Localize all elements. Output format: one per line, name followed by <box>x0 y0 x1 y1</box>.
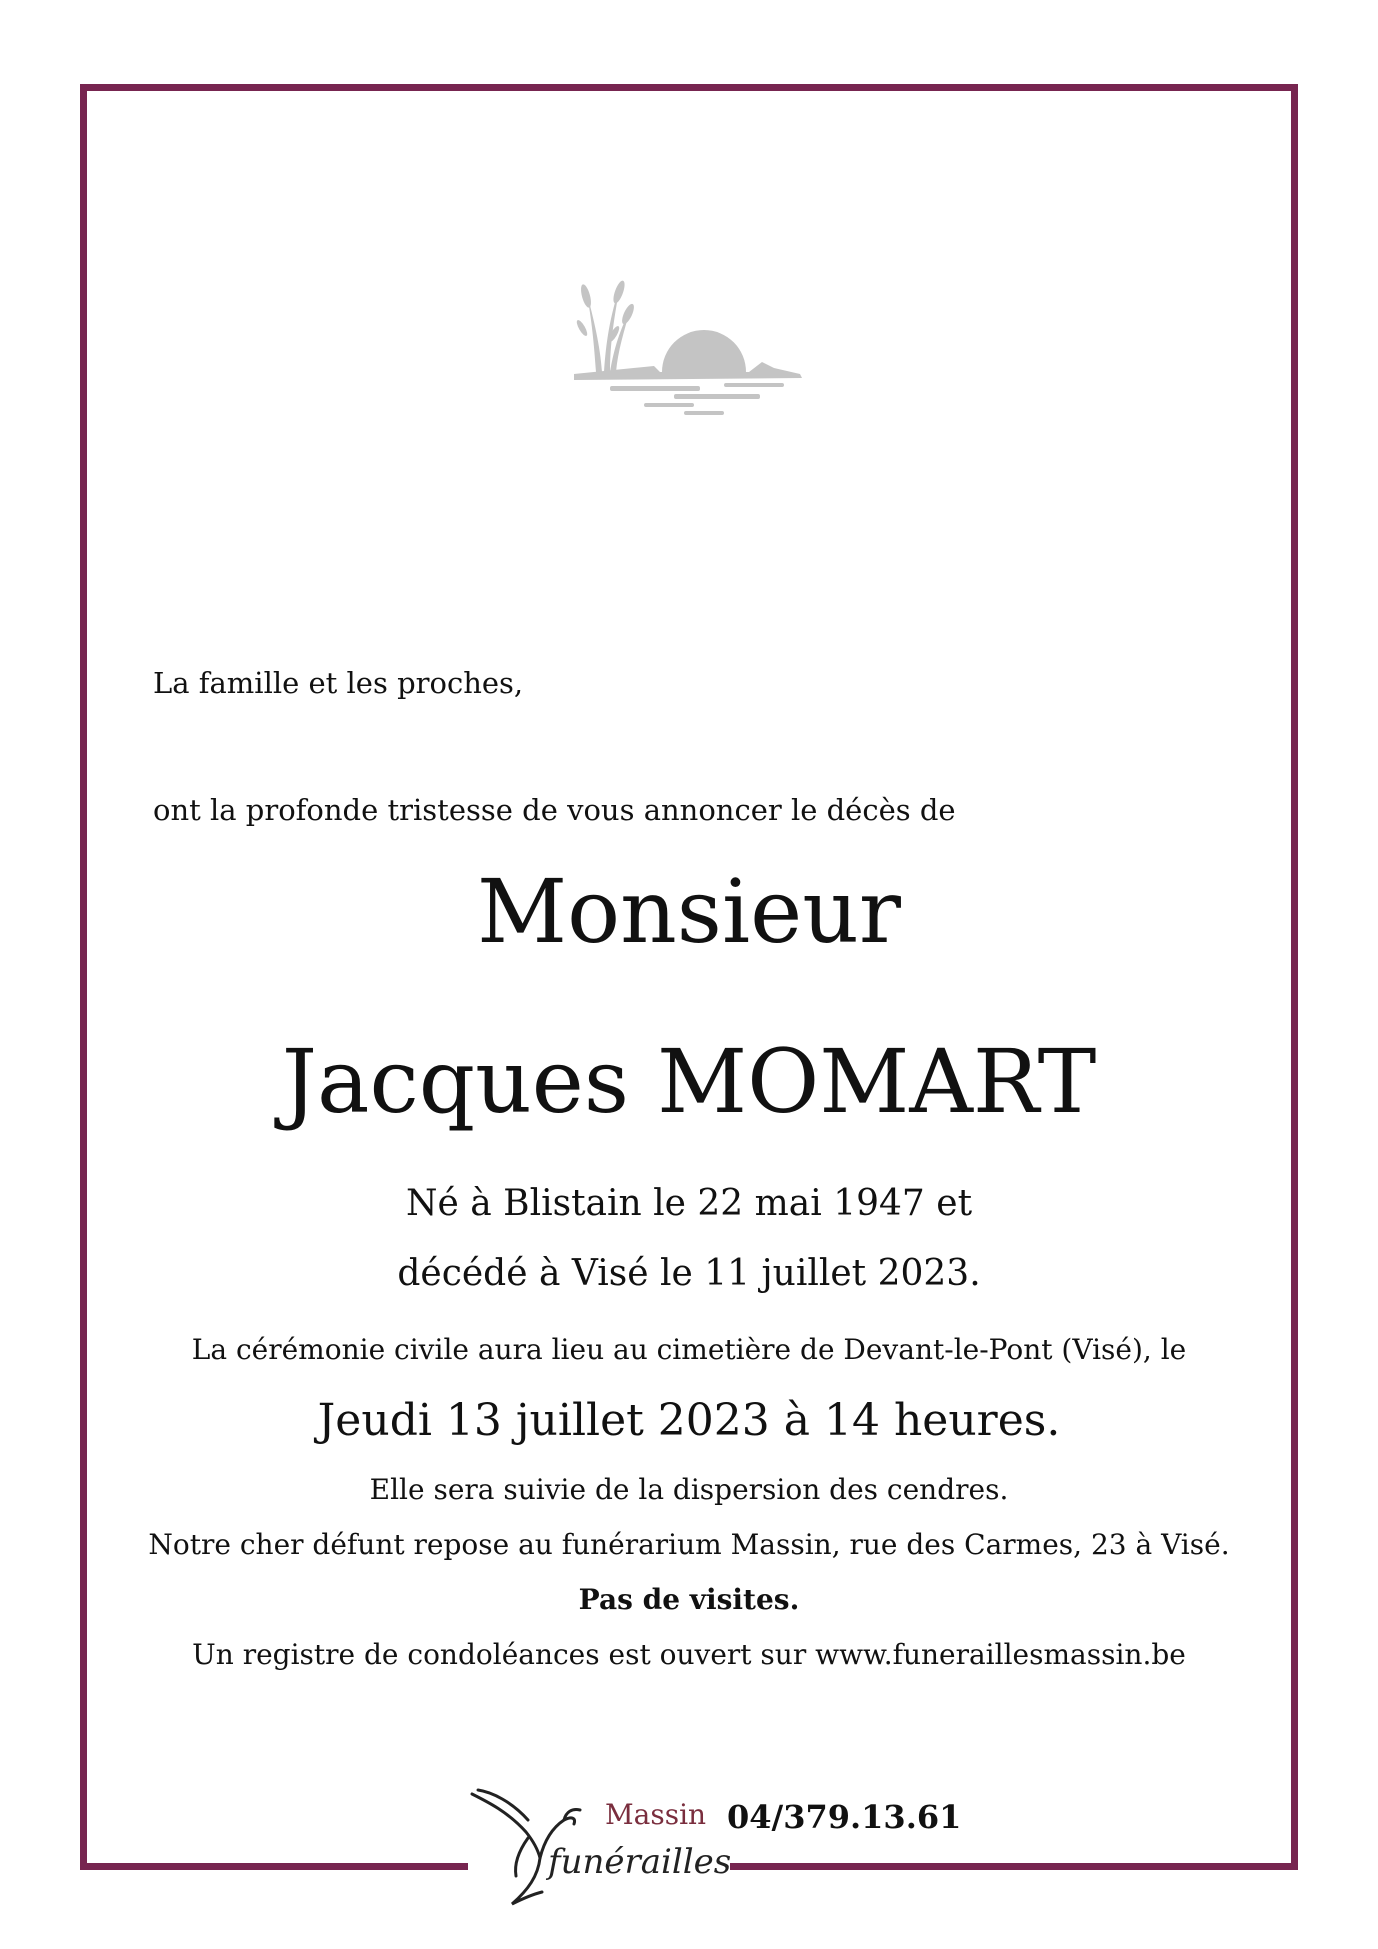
salutation: Monsieur <box>477 860 901 963</box>
ceremony-date: Jeudi 13 juillet 2023 à 14 heures. <box>317 1395 1061 1446</box>
phone-number: 04/379.13.61 <box>727 1798 962 1836</box>
death-info: décédé à Visé le 11 juillet 2023. <box>397 1253 981 1294</box>
brand-name: Massin <box>605 1798 707 1831</box>
repose-info: Notre cher défunt repose au funérarium Massin, rue des Carmes, 23 à Visé. <box>148 1528 1230 1561</box>
birth-info: Né à Blistain le 22 mai 1947 et <box>405 1183 973 1224</box>
condolence-register: Un registre de condoléances est ouvert sur www.funeraillesmassin.be <box>192 1638 1186 1671</box>
sunset-reeds-icon <box>574 250 804 425</box>
ceremony-info: La cérémonie civile aura lieu au cimetière de Devant-le-Pont (Visé), le <box>191 1333 1187 1366</box>
intro-announcement: ont la profonde tristesse de vous annoncer le décès de <box>153 793 956 827</box>
intro-family: La famille et les proches, <box>153 666 524 700</box>
dispersion-info: Elle sera suivie de la dispersion des cendres. <box>369 1473 1009 1506</box>
deceased-name: Jacques MOMART <box>281 1030 1097 1133</box>
brand-subtitle: funérailles <box>548 1842 732 1882</box>
no-visits: Pas de visites. <box>578 1583 800 1616</box>
